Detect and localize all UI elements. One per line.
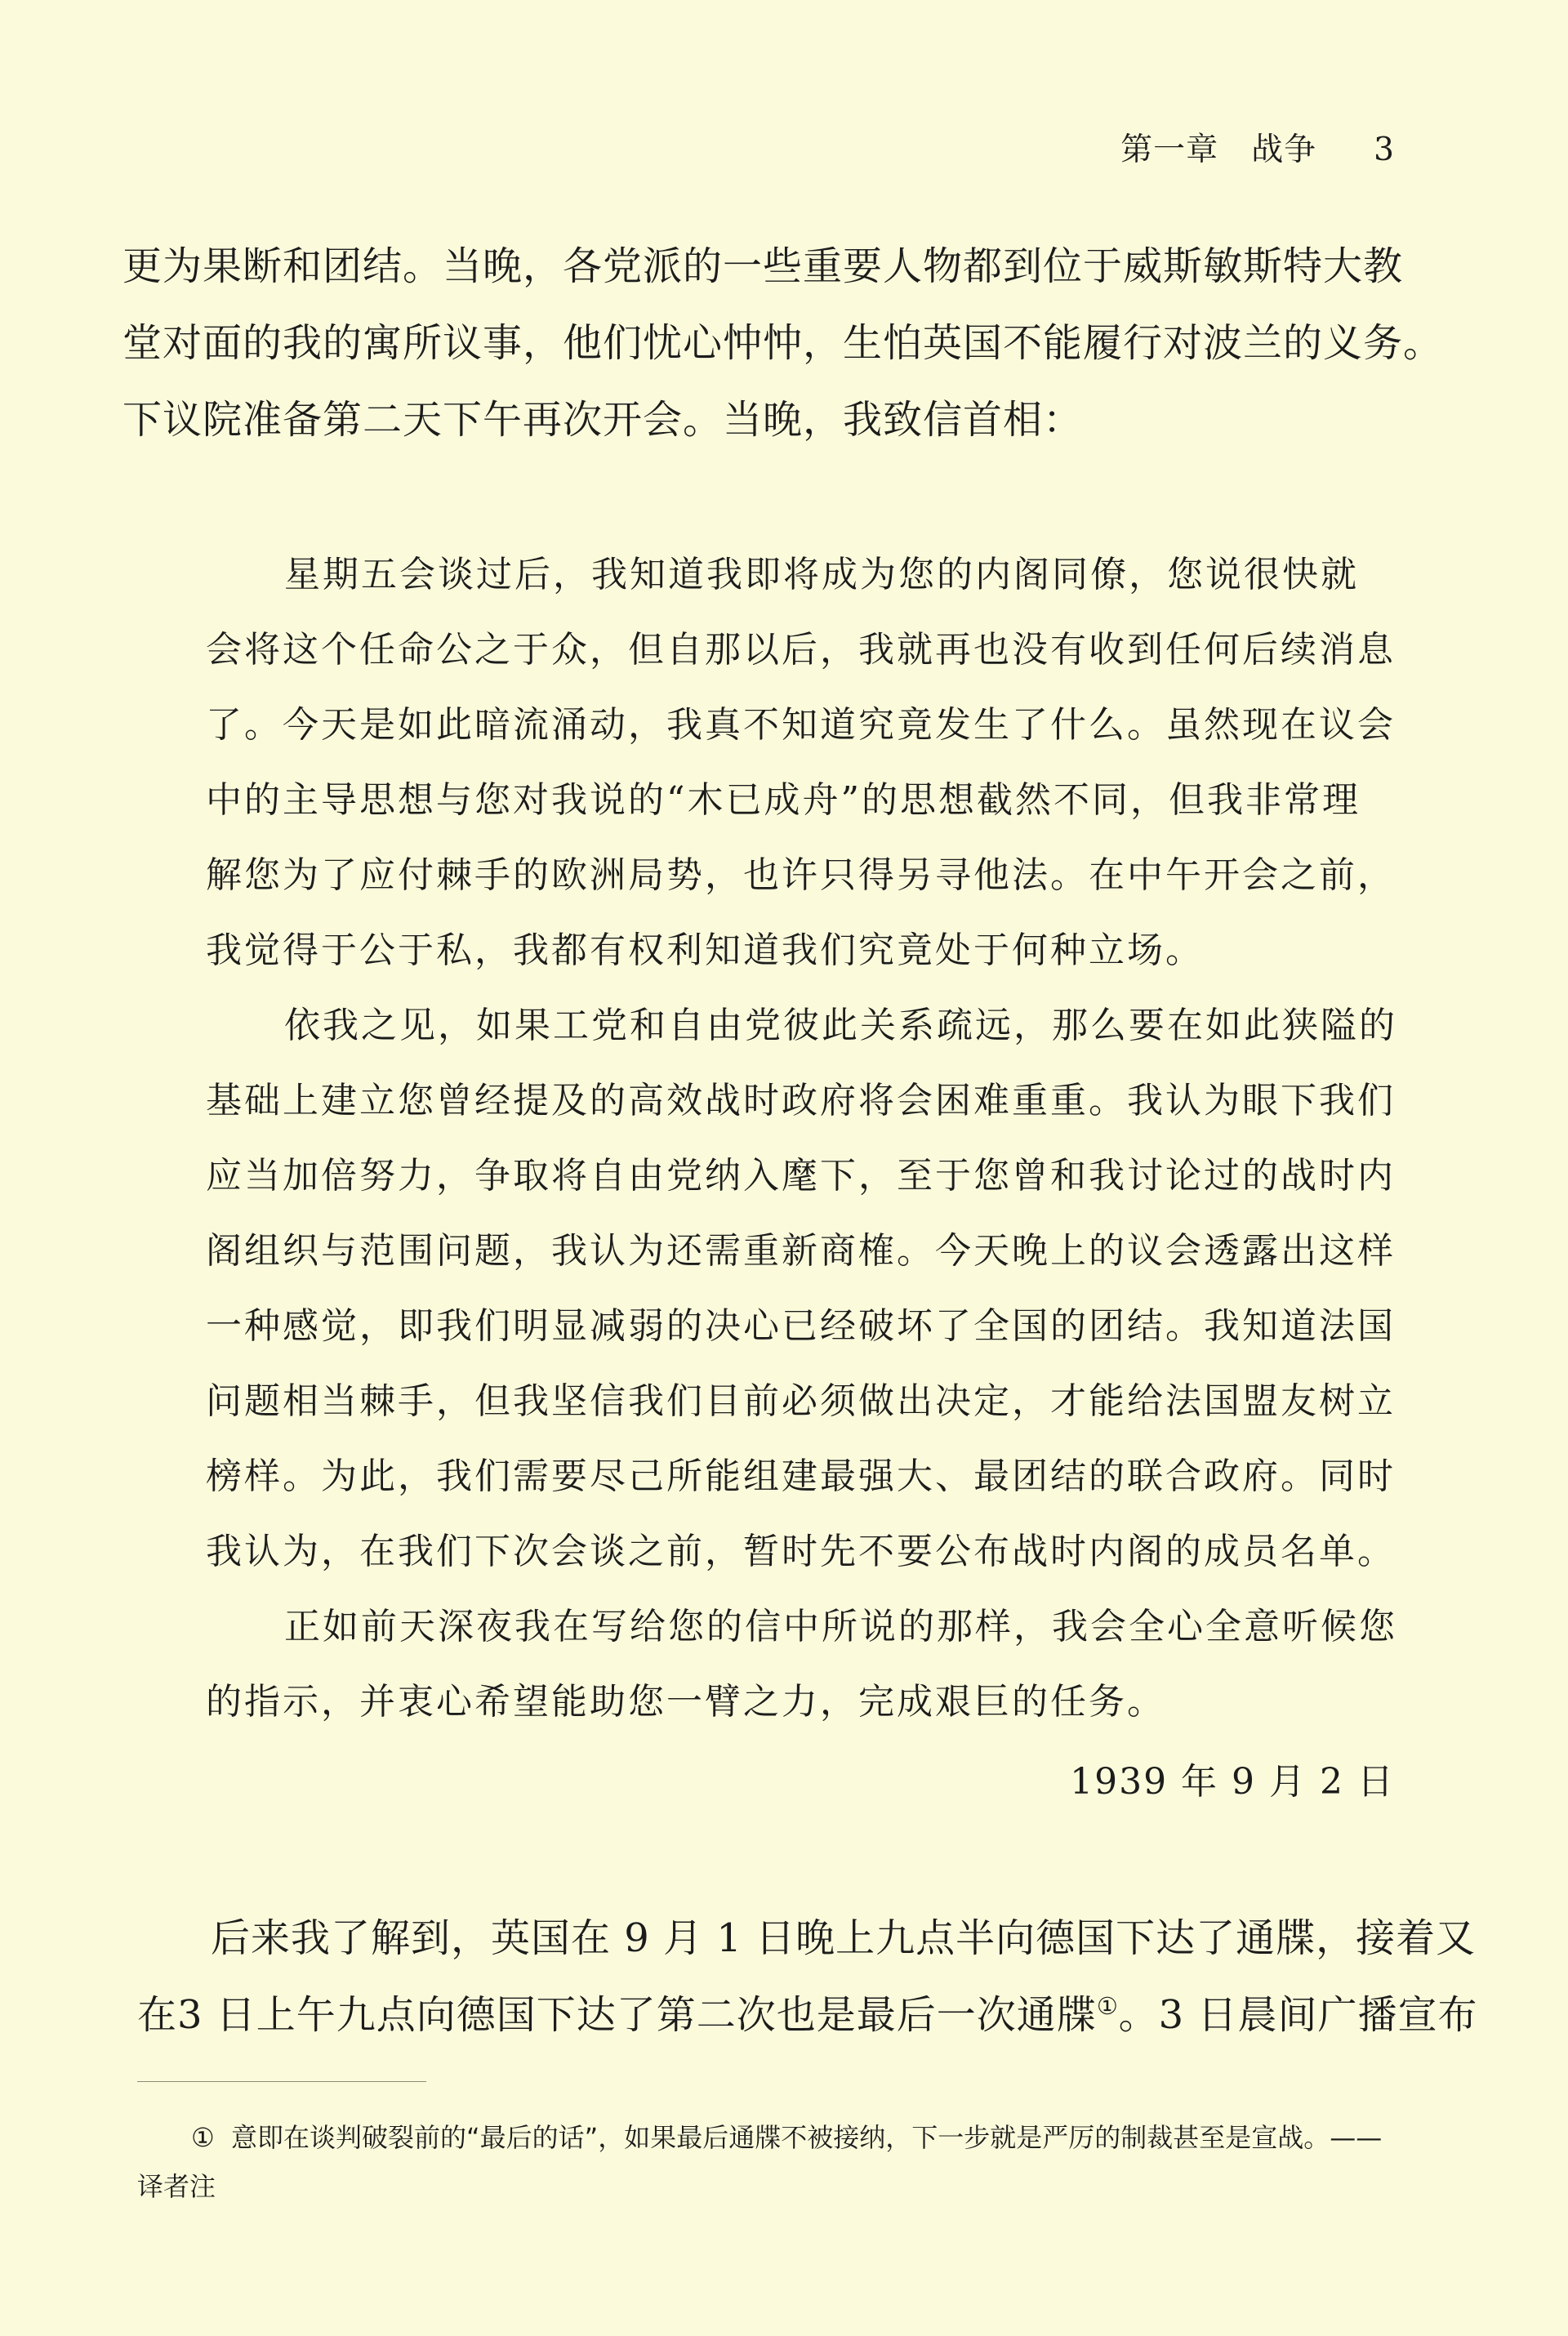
letter-line: 正如前天深夜我在写给您的信中所说的那样，我会全心全意听候您 (284, 1606, 1397, 1647)
letter-line: 应当加倍努力，争取将自由党纳入麾下，至于您曾和我讨论过的战时内 (206, 1155, 1396, 1197)
body-text-line: 后来我了解到，英国在 9 月 1 日晚上九点半向德国下达了通牒，接着又 (211, 1915, 1477, 1961)
letter-line: 依我之见，如果工党和自由党彼此关系疏远，那么要在如此狭隘的 (284, 1005, 1397, 1046)
letter-line: 我认为，在我们下次会谈之前，暂时先不要公布战时内阁的成员名单。 (206, 1531, 1396, 1572)
letter-line: 榜样。为此，我们需要尽己所能组建最强大、最团结的联合政府。同时 (206, 1456, 1396, 1497)
body-text-line: 更为果断和团结。当晚，各党派的一些重要人物都到位于威斯敏斯特大教 (122, 243, 1404, 289)
body-text-line (137, 1983, 1477, 2040)
letter-line: 中的主导思想与您对我说的“木已成舟”的思想截然不同，但我非常理 (206, 779, 1361, 821)
letter-line: 解您为了应付棘手的欧洲局势，也许只得另寻他法。在中午开会之前， (206, 854, 1396, 896)
letter-line: 会将这个任命公之于众，但自那以后，我就再也没有收到任何后续消息 (206, 629, 1396, 671)
letter-date: 1939 年 9 月 2 日 (1070, 1761, 1395, 1803)
running-header (1120, 124, 1395, 170)
footnote-text (191, 2117, 1382, 2155)
footnote-divider (137, 2081, 426, 2082)
letter-line: 了。今天是如此暗流涌动，我真不知道究竟发生了什么。虽然现在议会 (206, 704, 1396, 746)
body-text-segment: 在3 日上午九点向德国下达了第二次也是最后一次通牒 (137, 1992, 1097, 2038)
chapter-title: 第一章 战争 (1120, 132, 1317, 168)
page-number: 3 (1374, 132, 1395, 168)
footnote-marker: ① (191, 2122, 215, 2153)
letter-line: 的指示，并衷心希望能助您一臂之力，完成艰巨的任务。 (206, 1681, 1165, 1723)
letter-line: 我觉得于公于私，我都有权利知道我们究竟处于何种立场。 (206, 929, 1204, 971)
letter-line: 星期五会谈过后，我知道我即将成为您的内阁同僚，您说很快就 (284, 554, 1359, 595)
letter-line: 基础上建立您曾经提及的高效战时政府将会困难重重。我认为眼下我们 (206, 1080, 1396, 1121)
footnote-reference[interactable]: ① (1096, 1992, 1119, 2020)
letter-line: 阁组织与范围问题，我认为还需重新商榷。今天晚上的议会透露出这样 (206, 1230, 1396, 1272)
body-text-line: 堂对面的我的寓所议事，他们忧心忡忡，生怕英国不能履行对波兰的义务。 (122, 320, 1444, 366)
body-text-segment: 。3 日晨间广播宣布 (1118, 1992, 1478, 2038)
letter-line: 一种感觉，即我们明显减弱的决心已经破坏了全国的团结。我知道法国 (206, 1305, 1396, 1347)
body-text-line: 下议院准备第二天下午再次开会。当晚，我致信首相： (122, 397, 1084, 443)
footnote-text-line: 译者注 (137, 2171, 216, 2202)
footnote-text-line: 意即在谈判破裂前的“最后的话”，如果最后通牒不被接纳，下一步就是严厉的制裁甚至是宣战。—— (231, 2122, 1383, 2153)
letter-line: 问题相当棘手，但我坚信我们目前必须做出决定，才能给法国盟友树立 (206, 1380, 1396, 1422)
